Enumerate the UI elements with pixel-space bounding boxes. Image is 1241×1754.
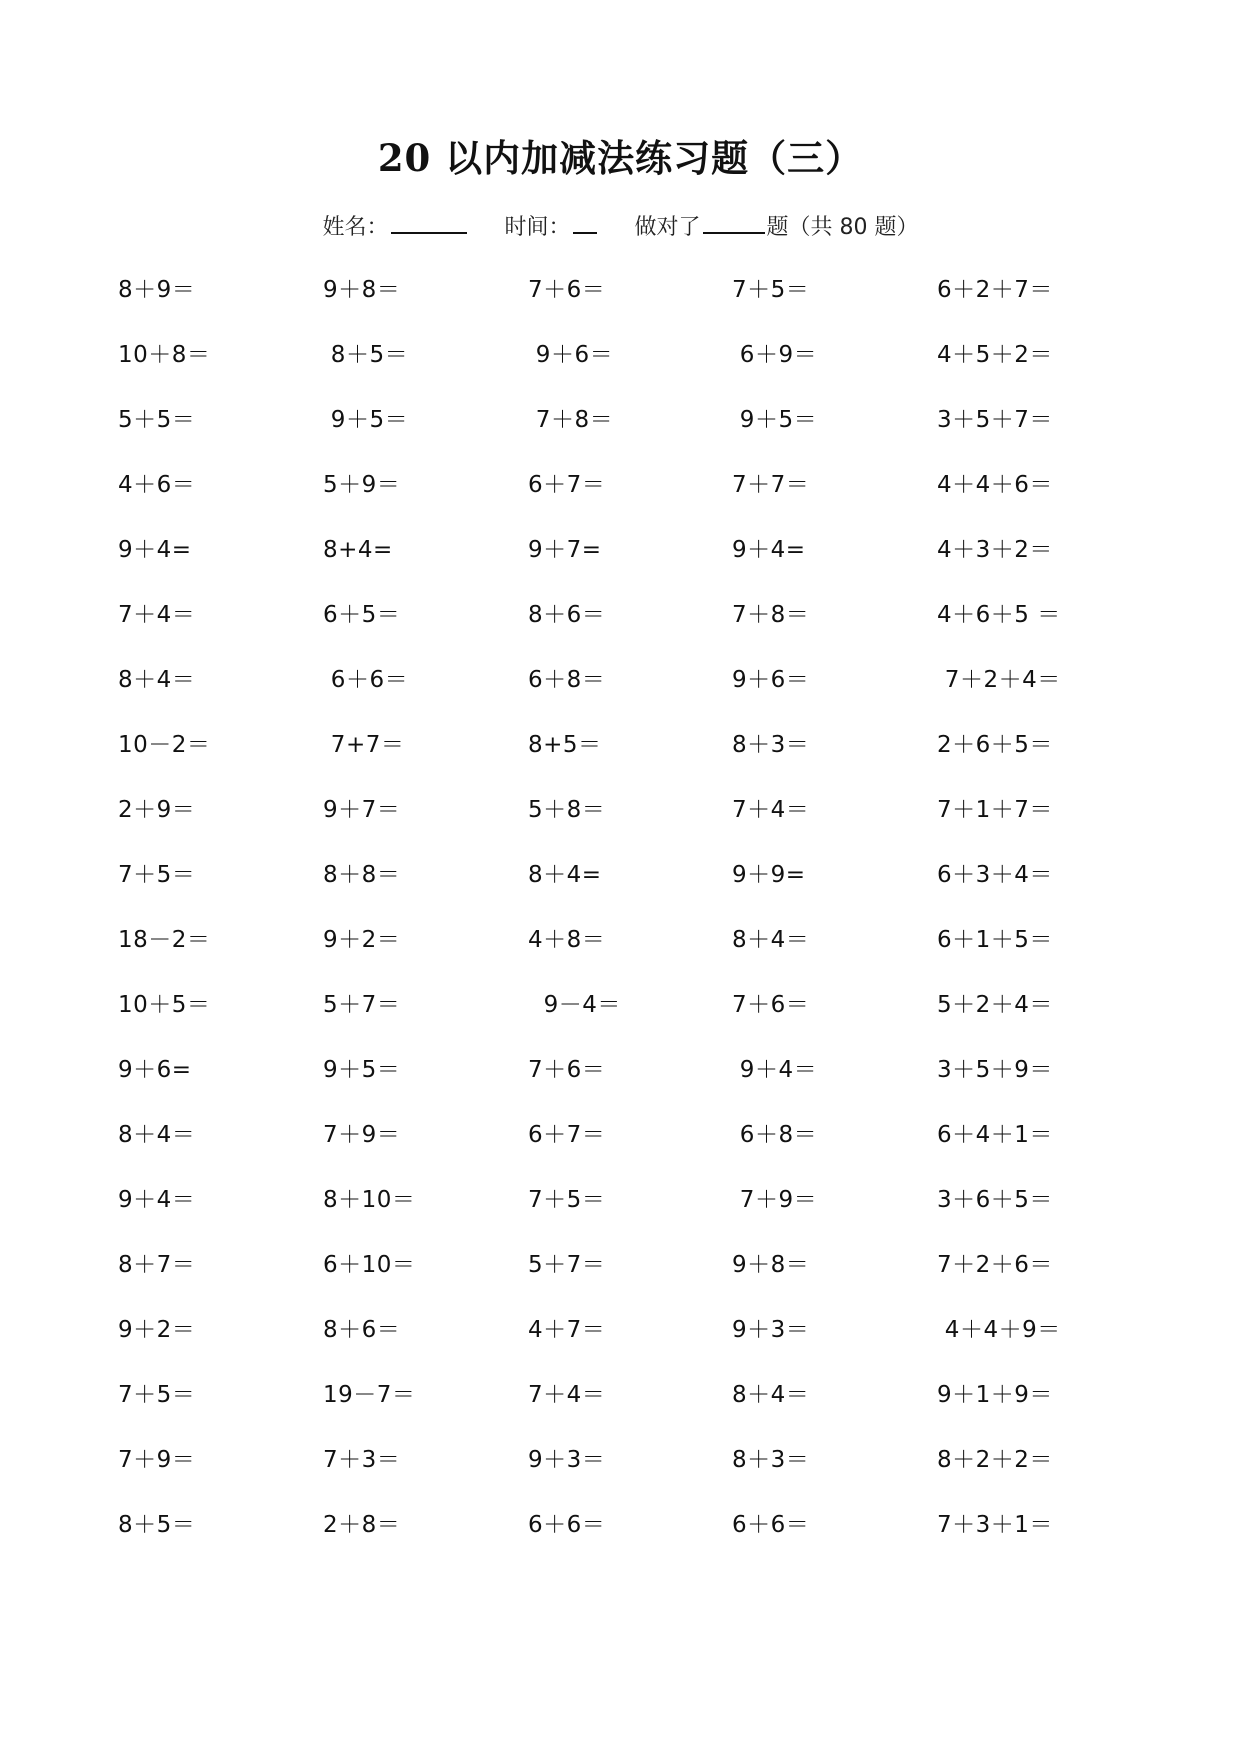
problem-item[interactable]: 8＋4＝: [118, 1122, 196, 1148]
problem-row: [118, 662, 1138, 727]
problem-item[interactable]: 6＋2＋7＝: [937, 277, 1053, 303]
problem-item[interactable]: 5＋7＝: [528, 1252, 606, 1278]
problem-item[interactable]: 9＋4＝: [118, 1187, 196, 1213]
problem-item[interactable]: 9＋1＋9＝: [937, 1382, 1053, 1408]
problem-item[interactable]: 7＋6＝: [732, 992, 810, 1018]
problem-grid: [118, 272, 1138, 1572]
problem-item[interactable]: 9＋8＝: [732, 1252, 810, 1278]
correct-suffix: 题（共 80 题）: [766, 215, 919, 240]
time-label: 时间：: [504, 215, 571, 240]
problem-row: [118, 1117, 1138, 1182]
problem-item[interactable]: 9＋9=: [732, 862, 806, 888]
problem-item[interactable]: 9＋6=: [118, 1057, 192, 1083]
problem-item[interactable]: 6＋7＝: [528, 472, 606, 498]
problem-item[interactable]: 7＋5＝: [528, 1187, 606, 1213]
problem-item[interactable]: 8+5＝: [528, 732, 602, 758]
problem-item[interactable]: 6＋6＝: [528, 1512, 606, 1538]
problem-item[interactable]: 8＋4＝: [732, 927, 810, 953]
problem-item[interactable]: 4＋7＝: [528, 1317, 606, 1343]
problem-item[interactable]: 8＋8＝: [323, 862, 401, 888]
correct-count-blank[interactable]: [703, 210, 765, 234]
problem-item[interactable]: 6＋8＝: [732, 1122, 818, 1148]
problem-item[interactable]: 3＋5＋9＝: [937, 1057, 1053, 1083]
problem-row: [118, 597, 1138, 662]
problem-item[interactable]: 7＋2＋4＝: [937, 667, 1061, 693]
problem-row: [118, 1312, 1138, 1377]
problem-item[interactable]: 9＋7=: [528, 537, 602, 563]
problem-item[interactable]: 8＋9＝: [118, 277, 196, 303]
problem-item[interactable]: 9＋4=: [732, 537, 806, 563]
problem-item[interactable]: 7＋2＋6＝: [937, 1252, 1053, 1278]
problem-item[interactable]: 2＋8＝: [323, 1512, 401, 1538]
problem-item[interactable]: 7＋6＝: [528, 1057, 606, 1083]
problem-item[interactable]: 4＋5＋2＝: [937, 342, 1053, 368]
problem-item[interactable]: 9＋5＝: [323, 1057, 401, 1083]
page-title: 20 以内加减法练习题（三）: [377, 136, 864, 180]
problem-row: [118, 1442, 1138, 1507]
problem-item[interactable]: 2＋6＋5＝: [937, 732, 1053, 758]
problem-item[interactable]: 6＋5＝: [323, 602, 401, 628]
student-info-line: [0, 210, 1241, 241]
name-blank[interactable]: [391, 210, 467, 234]
problem-item[interactable]: 7＋8＝: [528, 407, 614, 433]
problem-item[interactable]: 4＋4＋6＝: [937, 472, 1053, 498]
problem-item[interactable]: 6＋7＝: [528, 1122, 606, 1148]
problem-item[interactable]: 4＋4＋9＝: [937, 1317, 1061, 1343]
name-label: 姓名：: [322, 215, 389, 240]
problem-item[interactable]: 8+4=: [323, 537, 393, 563]
problem-item[interactable]: 8＋7＝: [118, 1252, 196, 1278]
problem-item[interactable]: 8＋4=: [528, 862, 602, 888]
problem-item[interactable]: 3＋6＋5＝: [937, 1187, 1053, 1213]
problem-item[interactable]: 10＋5＝: [118, 992, 211, 1018]
problem-item[interactable]: 5＋5＝: [118, 407, 196, 433]
problem-item[interactable]: 9＋4＝: [732, 1057, 818, 1083]
problem-row: [118, 857, 1138, 922]
problem-item[interactable]: 9＋3＝: [732, 1317, 810, 1343]
problem-item[interactable]: 7＋9＝: [118, 1447, 196, 1473]
problem-item[interactable]: 6＋6＝: [323, 667, 409, 693]
problem-item[interactable]: 9＋8＝: [323, 277, 401, 303]
problem-item[interactable]: 7＋4＝: [118, 602, 196, 628]
problem-item[interactable]: 9＋2＝: [323, 927, 401, 953]
problem-row: [118, 1182, 1138, 1247]
problem-row: [118, 922, 1138, 987]
problem-item[interactable]: 8＋6＝: [528, 602, 606, 628]
problem-row: [118, 1247, 1138, 1312]
problem-row: [118, 792, 1138, 857]
problem-item[interactable]: 8＋3＝: [732, 1447, 810, 1473]
problem-item[interactable]: 7＋9＝: [732, 1187, 818, 1213]
problem-item[interactable]: 6＋8＝: [528, 667, 606, 693]
problem-item[interactable]: 7＋9＝: [323, 1122, 401, 1148]
problem-item[interactable]: 8＋4＝: [732, 1382, 810, 1408]
problem-item[interactable]: 7＋3＝: [323, 1447, 401, 1473]
problem-item[interactable]: 4＋3＋2＝: [937, 537, 1053, 563]
problem-item[interactable]: 4＋6＝: [118, 472, 196, 498]
problem-item[interactable]: 7＋6＝: [528, 277, 606, 303]
problem-item[interactable]: 10＋8＝: [118, 342, 211, 368]
problem-item[interactable]: 9－4＝: [528, 992, 621, 1018]
problem-item[interactable]: 9＋6＝: [528, 342, 614, 368]
problem-item[interactable]: 7＋3＋1＝: [937, 1512, 1053, 1538]
problem-item[interactable]: 9＋3＝: [528, 1447, 606, 1473]
problem-row: [118, 467, 1138, 532]
correct-label: 做对了: [634, 215, 701, 240]
problem-row: [118, 402, 1138, 467]
problem-item[interactable]: 6＋6＝: [732, 1512, 810, 1538]
problem-item[interactable]: 9＋5＝: [732, 407, 818, 433]
problem-item[interactable]: 6＋10＝: [323, 1252, 416, 1278]
problem-item[interactable]: 5＋2＋4＝: [937, 992, 1053, 1018]
problem-item[interactable]: 6＋9＝: [732, 342, 818, 368]
problem-row: [118, 1377, 1138, 1442]
problem-item[interactable]: 19－7＝: [323, 1382, 416, 1408]
problem-item[interactable]: 8＋5＝: [118, 1512, 196, 1538]
problem-item[interactable]: 7＋8＝: [732, 602, 810, 628]
problem-item[interactable]: 7+7＝: [323, 732, 405, 758]
problem-item[interactable]: 9＋5＝: [323, 407, 409, 433]
problem-item[interactable]: 7＋4＝: [528, 1382, 606, 1408]
problem-row: [118, 987, 1138, 1052]
problem-item[interactable]: 7＋1＋7＝: [937, 797, 1053, 823]
problem-item[interactable]: 6＋3＋4＝: [937, 862, 1053, 888]
problem-row: [118, 337, 1138, 402]
problem-item[interactable]: 7＋5＝: [732, 277, 810, 303]
time-blank[interactable]: [573, 210, 597, 234]
problem-item[interactable]: 7＋5＝: [118, 1382, 196, 1408]
problem-item[interactable]: 9＋4=: [118, 537, 192, 563]
problem-item[interactable]: 9＋6＝: [732, 667, 810, 693]
problem-item[interactable]: 4＋6＋5 ＝: [937, 602, 1061, 628]
problem-item[interactable]: 8＋3＝: [732, 732, 810, 758]
problem-item[interactable]: 6＋4＋1＝: [937, 1122, 1053, 1148]
problem-row: [118, 727, 1138, 792]
problem-row: [118, 1507, 1138, 1572]
problem-item[interactable]: 5＋9＝: [323, 472, 401, 498]
problem-row: [118, 1052, 1138, 1117]
problem-item[interactable]: 18－2＝: [118, 927, 211, 953]
problem-item[interactable]: 6＋1＋5＝: [937, 927, 1053, 953]
problem-row: [118, 532, 1138, 597]
problem-item[interactable]: 8＋2＋2＝: [937, 1447, 1053, 1473]
problem-item[interactable]: 3＋5＋7＝: [937, 407, 1053, 433]
problem-item[interactable]: 8＋10＝: [323, 1187, 416, 1213]
problem-item[interactable]: 8＋6＝: [323, 1317, 401, 1343]
problem-item[interactable]: 7＋4＝: [732, 797, 810, 823]
problem-item[interactable]: 9＋2＝: [118, 1317, 196, 1343]
problem-item[interactable]: 8＋4＝: [118, 667, 196, 693]
problem-row: [118, 272, 1138, 337]
problem-item[interactable]: 7＋5＝: [118, 862, 196, 888]
problem-item[interactable]: 5＋7＝: [323, 992, 401, 1018]
problem-item[interactable]: 9＋7＝: [323, 797, 401, 823]
problem-item[interactable]: 2＋9＝: [118, 797, 196, 823]
problem-item[interactable]: 7＋7＝: [732, 472, 810, 498]
problem-item[interactable]: 5＋8＝: [528, 797, 606, 823]
problem-item[interactable]: 8＋5＝: [323, 342, 409, 368]
problem-item[interactable]: 10－2＝: [118, 732, 211, 758]
problem-item[interactable]: 4＋8＝: [528, 927, 606, 953]
